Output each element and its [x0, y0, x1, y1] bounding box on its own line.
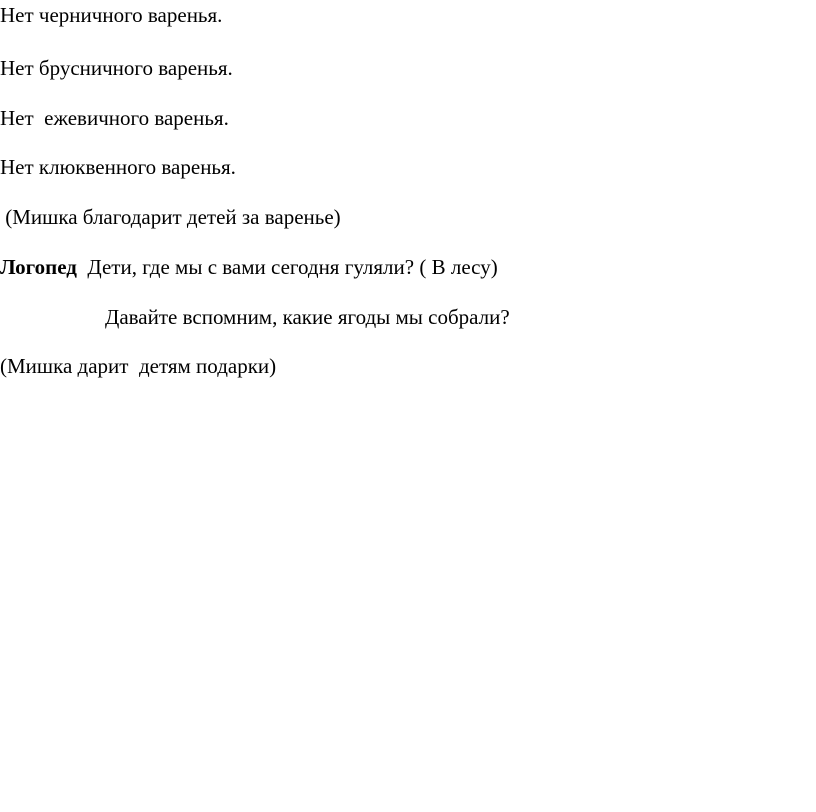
text-line-blueberry-jam: Нет черничного варенья. [0, 3, 223, 27]
dialogue-line [0, 254, 498, 280]
text-line-cranberry-jam: Нет клюквенного варенья. [0, 155, 236, 179]
text-line-lingonberry-jam: Нет брусничного варенья. [0, 56, 233, 80]
dialogue-text: Дети, где мы с вами сегодня гуляли? ( В лесу) [76, 255, 498, 279]
text-line-blackberry-jam: Нет ежевичного варенья. [0, 106, 229, 130]
speaker-name: Логопед [0, 255, 77, 279]
stage-direction-bear-thanks: (Мишка благодарит детей за варенье) [0, 205, 341, 229]
stage-direction-bear-gifts: (Мишка дарит детям подарки) [0, 354, 277, 378]
dialogue-continuation: Давайте вспомним, какие ягоды мы собрали? [0, 305, 510, 329]
